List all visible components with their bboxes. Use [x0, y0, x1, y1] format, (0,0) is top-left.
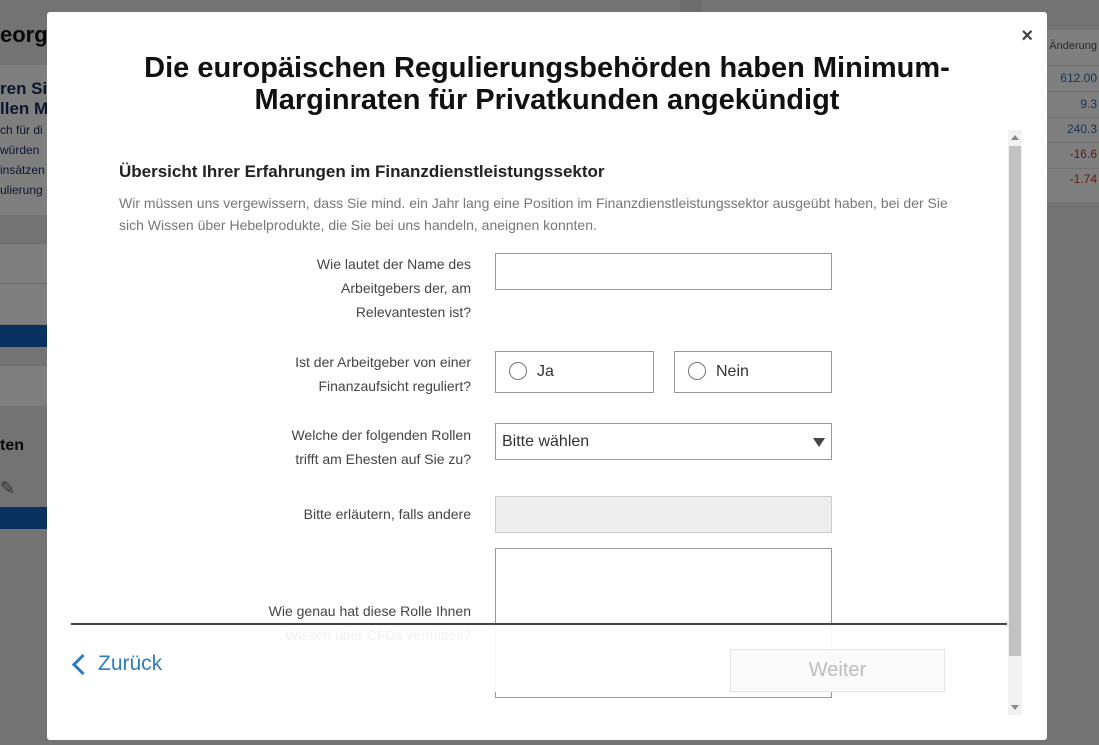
regulated-yes-option[interactable]: [495, 351, 654, 393]
regulated-no-option[interactable]: [674, 351, 832, 393]
scrollbar-thumb[interactable]: [1009, 146, 1021, 656]
label-line: Ist der Arbeitgeber von einer: [295, 354, 471, 370]
close-icon[interactable]: ×: [1021, 25, 1033, 47]
modal-title: Die europäischen Regulierungsbehörden haben Minimum-Marginraten für Privatkunden angekündigt: [144, 52, 950, 116]
other-explanation-input[interactable]: [495, 496, 832, 533]
role-select[interactable]: [495, 423, 832, 460]
section-description: Wir müssen uns vergewissern, dass Sie mind. ein Jahr lang eine Position im Finanzdienstleistungssektor ausgeübt haben, bei der Sie sich Wissen über Hebelprodukte, die Sie bei uns handeln, aneignen konnten.: [119, 195, 948, 233]
scroll-down-arrow-icon[interactable]: [1011, 705, 1019, 710]
label-line: Relevantesten ist?: [355, 304, 471, 320]
margin-rate-modal: [47, 12, 1047, 740]
employer-name-input[interactable]: [495, 253, 832, 290]
label-line: Wie lautet der Name des: [316, 256, 471, 272]
label-line: Arbeitgebers der, am: [341, 280, 471, 296]
label-line: Finanzaufsicht reguliert?: [318, 378, 471, 394]
back-button-label: Zurück: [98, 652, 163, 675]
modal-footer: [47, 625, 1007, 692]
dropdown-arrow-icon[interactable]: [813, 438, 825, 447]
employer-name-label: [227, 252, 471, 324]
label-line: Wie genau hat diese Rolle Ihnen: [268, 603, 471, 619]
modal-scrollbar[interactable]: [1008, 130, 1022, 715]
scroll-up-arrow-icon[interactable]: [1011, 135, 1019, 140]
radio-circle-icon[interactable]: [509, 362, 527, 380]
next-button[interactable]: Weiter: [730, 649, 945, 692]
label-line: trifft am Ehesten auf Sie zu?: [295, 451, 471, 467]
role-label: [227, 423, 471, 471]
section-title: Übersicht Ihrer Erfahrungen im Finanzdienstleistungssektor: [119, 162, 605, 181]
back-button[interactable]: [69, 652, 162, 676]
other-explanation-label: Bitte erläutern, falls andere: [303, 506, 471, 522]
role-select-value: Bitte wählen: [502, 433, 590, 450]
chevron-left-icon: [72, 653, 93, 674]
label-line: Welche der folgenden Rollen: [291, 427, 471, 443]
regulated-label: [227, 350, 471, 398]
radio-circle-icon[interactable]: [688, 362, 706, 380]
radio-label: Nein: [716, 363, 749, 380]
radio-label: Ja: [537, 363, 554, 380]
